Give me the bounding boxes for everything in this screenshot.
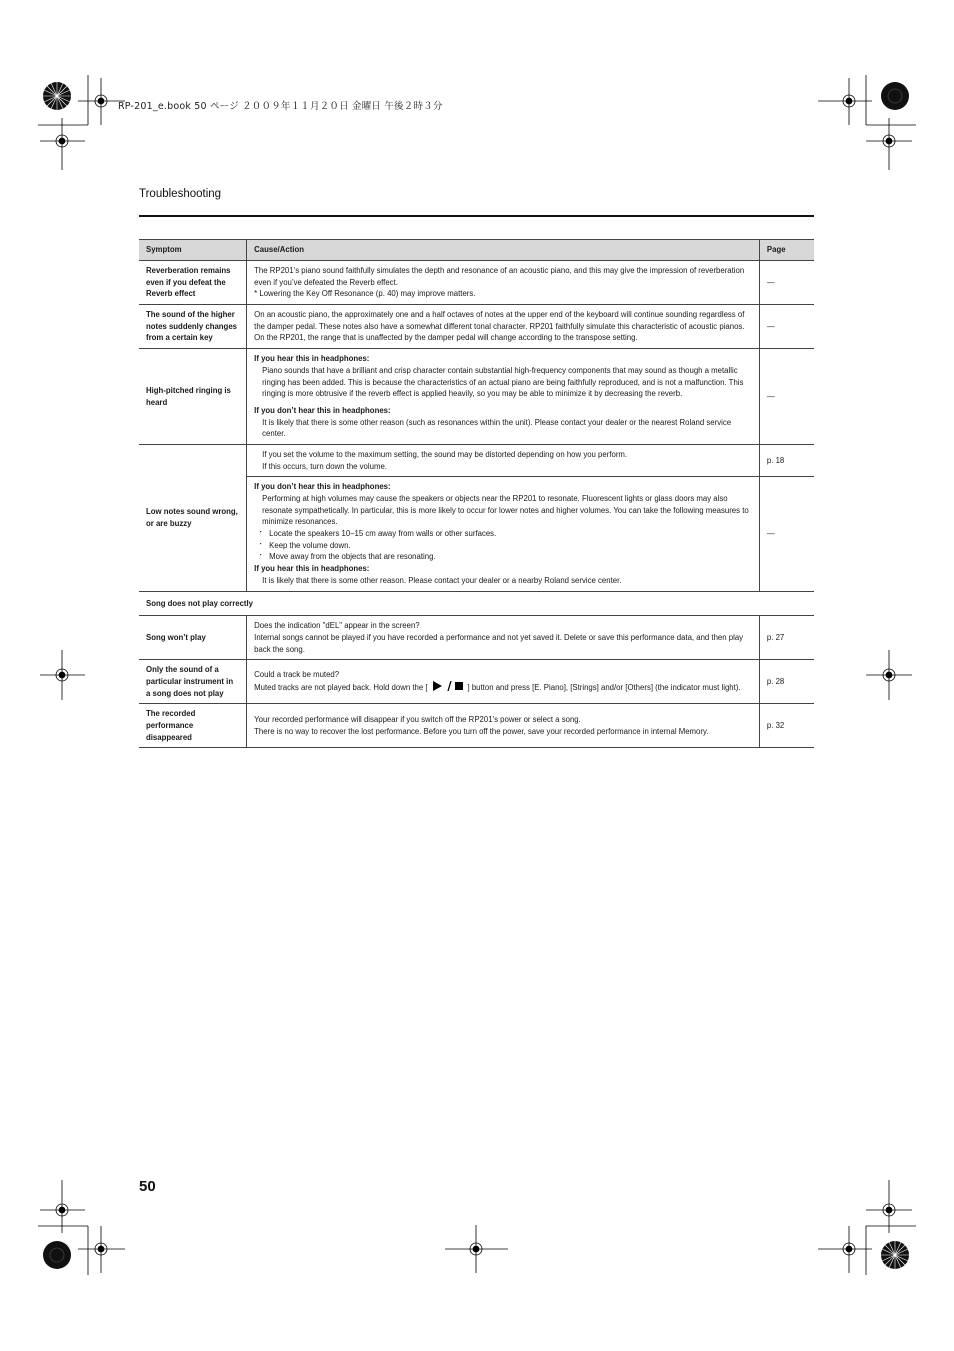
bullet-item: ・ Locate the speakers 10–15 cm away from walls or other surfaces.: [254, 528, 752, 540]
page-cell: p. 27: [759, 616, 814, 660]
symptom-cell: The sound of the higher notes suddenly changes from a certain key: [139, 305, 247, 349]
header-page: Page: [759, 240, 814, 261]
page-cell: —: [759, 305, 814, 349]
page-cell: p. 32: [759, 704, 814, 748]
table-row: [139, 349, 814, 445]
symptom-cell: Only the sound of a particular instrument in a song does not play: [139, 660, 247, 704]
cause-question: Does the indication "dEL" appear in the screen?: [254, 621, 420, 631]
cause-heading: If you hear this in headphones:: [254, 354, 370, 364]
cause-text-after-icon: ] button and press [E. Piano], [Strings] and/or [Others] (the indicator must light).: [467, 682, 741, 692]
cause-heading: If you don’t hear this in headphones:: [254, 405, 391, 415]
cause-cell: On an acoustic piano, the approximately one and a half octaves of notes at the upper end of the keyboard will continue sounding regardless of the damper pedal. These notes also have a somewhat different tonal character. RP201 faithfully simulate this characteristic of acoustic pianos. On the RP201, the range that is unaffected by the damper pedal will change according to the transpose setting.: [247, 305, 760, 349]
group-heading: Song does not play correctly: [139, 591, 814, 616]
section-title: Troubleshooting: [139, 188, 222, 200]
symptom-cell: High-pitched ringing is heard: [139, 349, 247, 445]
cause-question: Could a track be muted?: [254, 670, 340, 680]
table-header-row: [139, 240, 814, 261]
page-cell: p. 18: [759, 444, 814, 476]
cause-cell: [247, 349, 760, 445]
header-symptom: Symptom: [139, 240, 247, 261]
table-row: [139, 261, 814, 305]
page-cell: —: [759, 261, 814, 305]
cause-note: * Lowering the Key Off Resonance (p. 40) may improve matters.: [254, 289, 476, 299]
cause-text-before-icon: Muted tracks are not played back. Hold down the [: [254, 682, 428, 692]
symptom-cell: Song won’t play: [139, 616, 247, 660]
cause-text: If you set the volume to the maximum setting, the sound may be distorted depending on how you perform.: [262, 449, 628, 459]
table-row: [139, 616, 814, 660]
bullet-item: ・ Move away from the objects that are resonating.: [254, 551, 752, 563]
page-cell: —: [759, 349, 814, 445]
section-rule: [139, 215, 814, 217]
play-stop-icon: [431, 681, 465, 695]
table-row: [139, 660, 814, 704]
symptom-cell: Reverberation remains even if you defeat the Reverb effect: [139, 261, 247, 305]
cause-text: The RP201’s piano sound faithfully simulates the depth and resonance of an acoustic piano, and this may give the impression of reverberation even if you’ve defeated the Reverb effect.: [254, 266, 745, 287]
table-row: [139, 444, 814, 476]
group-heading-row: [139, 591, 814, 616]
cause-text: It is likely that there is some other reason. Please contact your dealer or a nearby Roland service center.: [262, 575, 622, 585]
cause-text: Piano sounds that have a brilliant and crisp character contain substantial high-frequency components that may sound as though a metallic ringing has been added. This is because the characteristics of an actual piano are being faithfully reproduced, and is not a malfunction. This ringing is more obtrusive if the reverb effect is applied heavily, so you may be able to minimize it by decreasing the reverb.: [262, 365, 744, 399]
page-cell: —: [759, 477, 814, 591]
cause-cell: [247, 261, 760, 305]
cause-heading: If you don’t hear this in headphones:: [254, 482, 391, 492]
table-row: [139, 305, 814, 349]
cause-text: Performing at high volumes may cause the speakers or objects near the RP201 to resonate. Fluorescent lights or glass doors may also resonate sympathetically. In particular, this is more likely to occur for lower notes and higher volumes. You can take the following measures to minimize resonances.: [262, 494, 749, 527]
cause-text: There is no way to recover the lost performance. Before you turn off the power, save your recorded performance in internal Memory.: [254, 726, 709, 736]
page-cell: p. 28: [759, 660, 814, 704]
cause-text: Your recorded performance will disappear if you switch off the RP201’s power or select a song.: [254, 715, 581, 725]
cause-text: It is likely that there is some other reason (such as resonances within the unit). Please contact your dealer or the nearest Roland service center.: [262, 417, 732, 439]
cause-cell: [247, 704, 760, 748]
cause-cell: [247, 616, 760, 660]
table-row: [139, 704, 814, 748]
symptom-cell: Low notes sound wrong, or are buzzy: [139, 444, 247, 591]
bullet-item: ・ Keep the volume down.: [254, 540, 752, 552]
cause-cell: [247, 477, 760, 591]
troubleshooting-table: [139, 239, 814, 748]
header-cause: Cause/Action: [247, 240, 760, 261]
cause-heading: If you hear this in headphones:: [254, 564, 370, 574]
cause-text: Internal songs cannot be played if you have recorded a performance and not yet saved it. Delete or save this performance data, and then play back the song.: [254, 632, 744, 654]
cause-text: If this occurs, turn down the volume.: [262, 461, 387, 471]
cause-cell: [247, 444, 760, 476]
printer-slug: RP-201_e.book 50 ページ ２００９年１１月２０日 金曜日 午後２時３分: [118, 101, 443, 112]
symptom-cell: The recorded performance disappeared: [139, 704, 247, 748]
page-number: 50: [139, 1178, 156, 1195]
cause-cell: [247, 660, 760, 704]
